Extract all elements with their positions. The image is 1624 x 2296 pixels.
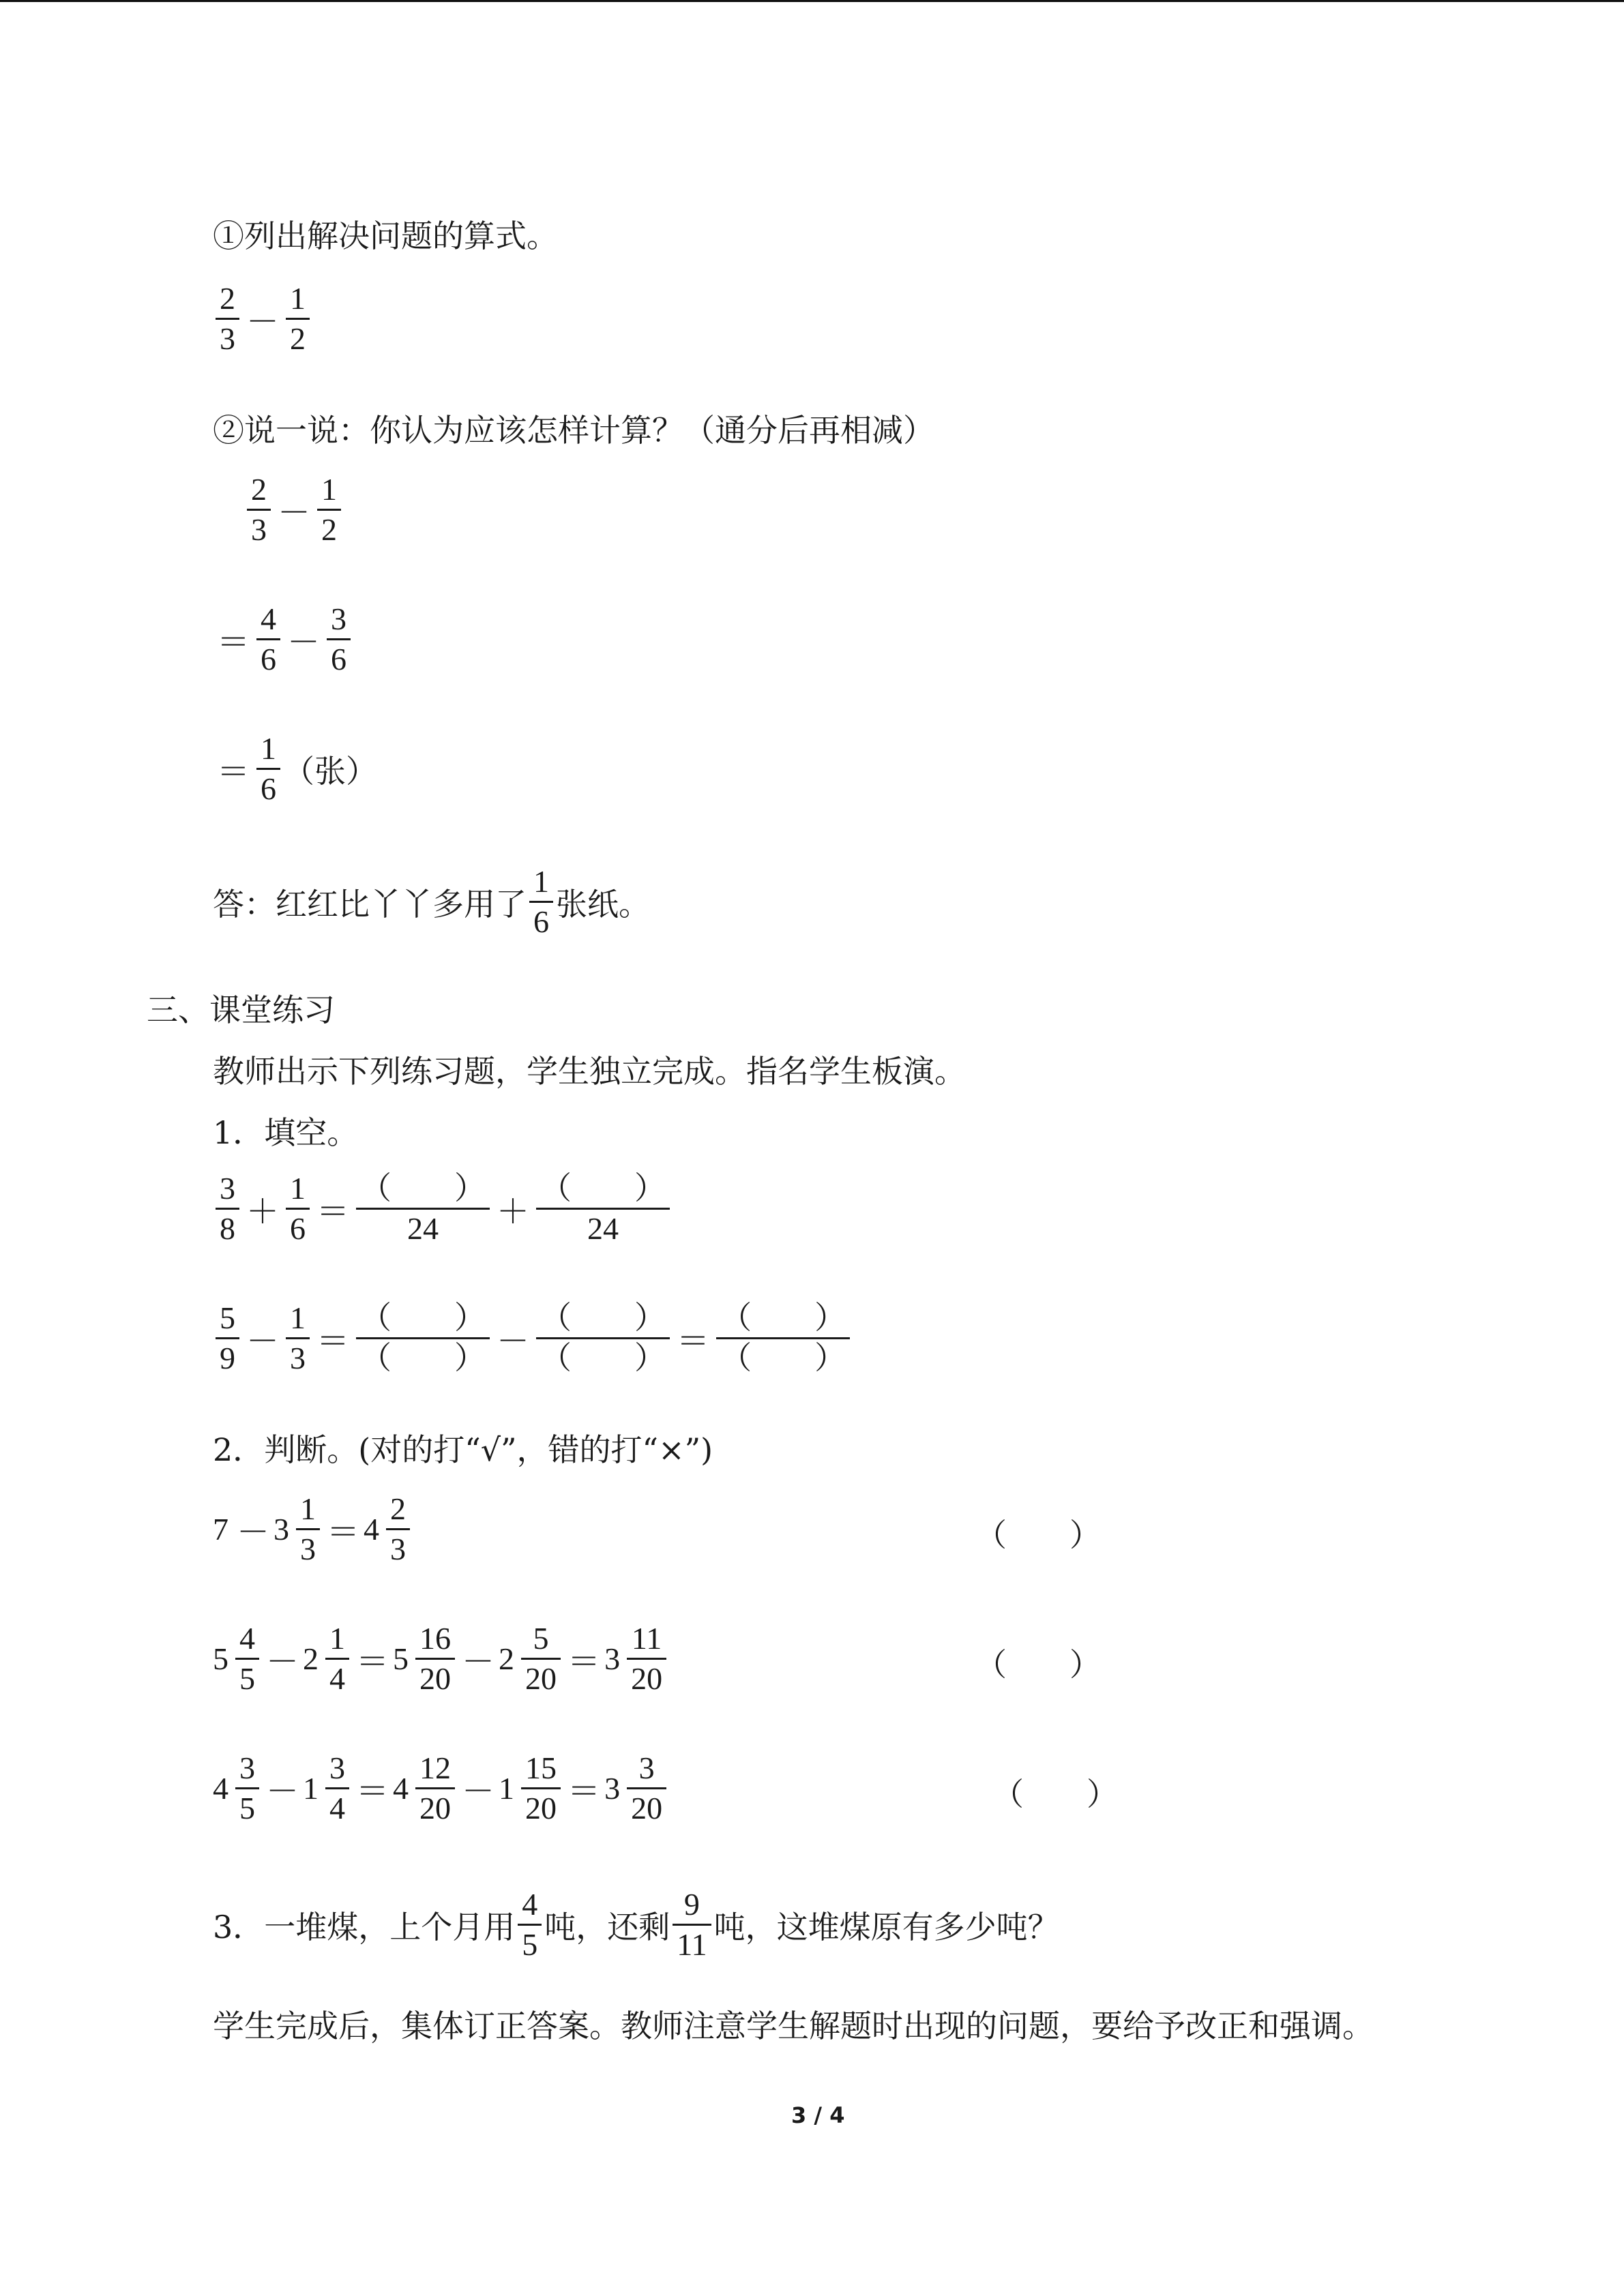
step2-text: ②说一说：你认为应该怎样计算？（通分后再相减） [213, 412, 934, 449]
fraction: $\frac{1}{2}$ [286, 280, 310, 358]
step1-text: ①列出解决问题的算式。 [213, 218, 558, 254]
blank-fraction[interactable]: $\frac{( )}{( )}$ [716, 1299, 850, 1377]
q2-title: 2．判断。(对的打“√”，错的打“×”) [213, 1431, 713, 1468]
blank-fraction[interactable]: $\frac{( )}{( )}$ [356, 1299, 490, 1377]
blank-fraction[interactable]: $\frac{( )}{( )}$ [536, 1299, 670, 1377]
section3-intro: 教师出示下列练习题，学生独立完成。指名学生板演。 [213, 1053, 966, 1090]
answer-paren-3[interactable]: （ ） [992, 1776, 1118, 1813]
answer-line: 答：红红比丫丫多用了 $\frac{1}{6}$ 张纸。 [213, 864, 650, 939]
section3-title: 三、课堂练习 [147, 992, 335, 1028]
blank-fraction[interactable]: $\frac{( )}{24}$ [356, 1169, 490, 1248]
top-border [0, 0, 1624, 2]
q2-item-3: 4 $\frac{3}{5}$ － 1 $\frac{3}{4}$ ＝ 4 $\frac{12}{20}$ － 1 $\frac{15}{20}$ ＝ 3 $\frac{3}{20}$ [213, 1749, 669, 1828]
expr1: $\frac{2}{3}$ － $\frac{1}{2}$ [213, 280, 312, 358]
q1-line-1: $\frac{3}{8}$ ＋ $\frac{1}{6}$ ＝ $\frac{( )}{24}$ ＋ $\frac{( )}{24}$ [213, 1169, 673, 1248]
q1-title: 1．填空。 [213, 1114, 359, 1151]
blank-fraction[interactable]: $\frac{( )}{24}$ [536, 1169, 670, 1248]
closing-text: 学生完成后，集体订正答案。教师注意学生解题时出现的问题，要给予改正和强调。 [213, 2008, 1374, 2044]
calc-line-3: ＝ $\frac{1}{6}$ （张） [217, 731, 378, 806]
fraction: $\frac{2}{3}$ [216, 280, 239, 358]
page-number: 3 / 4 [791, 2102, 845, 2128]
q2-item-1: 7 － 3 $\frac{1}{3}$ ＝ 4 $\frac{2}{3}$ [213, 1490, 413, 1568]
calc-line-2: ＝ $\frac{4}{6}$ － $\frac{3}{6}$ [213, 600, 353, 679]
answer-paren-2[interactable]: （ ） [975, 1646, 1101, 1683]
q1-line-2: $\frac{5}{9}$ － $\frac{1}{3}$ ＝ $\frac{( )}{( )}$ － $\frac{( )}{( )}$ ＝ $\frac{( )}{( )}$ [213, 1299, 853, 1377]
calc-line-1: $\frac{2}{3}$ － $\frac{1}{2}$ [244, 471, 344, 549]
q2-item-2: 5 $\frac{4}{5}$ － 2 $\frac{1}{4}$ ＝ 5 $\frac{16}{20}$ － 2 $\frac{5}{20}$ ＝ 3 $\frac{11}{20}$ [213, 1620, 669, 1698]
q3-line: 3．一堆煤，上个月用 $\frac{4}{5}$ 吨，还剩 $\frac{9}{11}$ 吨，这堆煤原有多少吨？ [213, 1887, 1059, 1962]
answer-paren-1[interactable]: （ ） [975, 1517, 1101, 1553]
